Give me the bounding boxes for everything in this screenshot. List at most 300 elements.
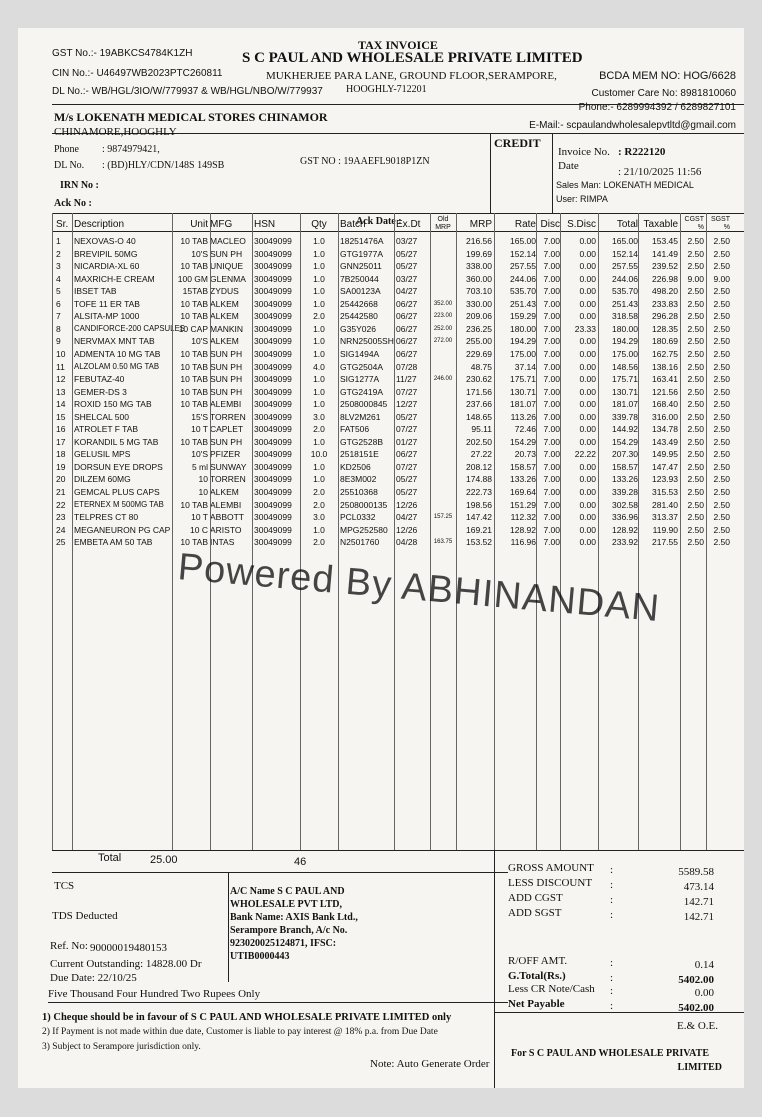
cell-disc: 7.00 — [543, 487, 560, 497]
cell-mfg: MACLEO — [210, 236, 246, 246]
cell-sgst: 2.50 — [713, 487, 730, 497]
cell-disc: 7.00 — [543, 323, 560, 334]
cell-sdisc: 0.00 — [579, 512, 596, 523]
cell-desc: DILZEM 60MG — [74, 474, 131, 485]
cell-qty: 1.0 — [313, 236, 325, 246]
cell-sgst: 2.50 — [713, 248, 730, 259]
cell-mrp: 148.65 — [466, 411, 492, 422]
cell-mfg: ALKEM — [210, 487, 239, 497]
cell-batch: SIG1494A — [340, 348, 380, 359]
cell-taxable: 143.49 — [652, 436, 678, 447]
column-header-s-disc: S.Disc — [567, 219, 596, 230]
customer-care: Customer Care No: 8981810060 — [591, 88, 736, 99]
summary-value: 142.71 — [683, 911, 714, 923]
cell-sgst: 2.50 — [713, 374, 730, 385]
cell-exp: 06/27 — [396, 311, 418, 322]
cell-unit: 10 T — [191, 424, 208, 435]
cell-taxable: 153.45 — [652, 236, 678, 246]
cell-qty: 1.0 — [313, 461, 325, 472]
cell-old: 252.00 — [433, 325, 453, 332]
cell-cgst: 2.50 — [687, 524, 704, 535]
cell-hsn: 30049099 — [254, 436, 292, 447]
cell-total: 535.70 — [612, 286, 638, 297]
cell-sr: 1 — [56, 236, 61, 246]
cell-exp: 05/27 — [396, 411, 418, 422]
cell-cgst: 2.50 — [687, 348, 704, 359]
cell-exp: 03/27 — [396, 273, 418, 284]
cell-cgst: 2.50 — [687, 499, 704, 510]
cell-exp: 04/27 — [396, 286, 418, 297]
cell-taxable: 180.69 — [652, 336, 678, 347]
cell-mfg: ALEMBI — [210, 499, 242, 510]
buyer-dl-label: DL No. — [54, 160, 85, 171]
cell-mfg: ALEMBI — [210, 399, 242, 410]
cell-exp: 06/27 — [396, 323, 418, 334]
cell-total: 158.57 — [612, 461, 638, 472]
cell-sdisc: 0.00 — [579, 424, 596, 435]
cell-qty: 1.0 — [313, 524, 325, 535]
column-header-ex-dt: Ex.Dt — [396, 219, 421, 230]
cell-sr: 25 — [56, 537, 66, 548]
cell-batch: 2508000845 — [340, 399, 388, 410]
cell-sr: 3 — [56, 261, 61, 272]
cell-sr: 11 — [56, 361, 65, 372]
cell-mrp: 198.56 — [466, 499, 492, 510]
summary-value: 0.14 — [694, 959, 714, 971]
summary-value: 142.71 — [683, 896, 714, 908]
cell-sr: 2 — [56, 248, 61, 259]
cell-total: 148.56 — [612, 361, 638, 372]
cell-qty: 1.0 — [313, 374, 325, 385]
cell-sdisc: 0.00 — [579, 286, 596, 297]
cell-hsn: 30049099 — [254, 499, 292, 510]
cell-mfg: SUNWAY — [210, 461, 247, 472]
cell-batch: FAT506 — [340, 424, 370, 435]
invoice-type: CREDIT — [494, 136, 541, 150]
cell-mrp: 216.56 — [466, 236, 492, 246]
cell-total: 302.58 — [612, 499, 638, 510]
cell-desc: TOFE 11 ER TAB — [74, 298, 140, 309]
cell-sr: 15 — [56, 411, 66, 422]
column-header-old-mrp: Old MRP — [435, 216, 451, 231]
cell-qty: 1.0 — [313, 436, 325, 447]
cell-mrp: 338.00 — [466, 261, 492, 272]
cell-sr: 14 — [56, 399, 66, 410]
column-header-hsn: HSN — [254, 219, 276, 230]
cell-unit: 10 TAB — [180, 436, 208, 447]
cell-qty: 1.0 — [313, 474, 325, 485]
cell-desc: GEMCAL PLUS CAPS — [74, 487, 160, 497]
note: Note: Auto Generate Order — [370, 1058, 490, 1070]
cell-hsn: 30049099 — [254, 449, 292, 460]
cell-qty: 1.0 — [313, 248, 325, 259]
column-header-total: Total — [616, 219, 638, 230]
cell-qty: 1.0 — [313, 348, 325, 359]
cell-batch: NRN25005SH — [340, 336, 394, 347]
cell-mrp: 95.11 — [471, 424, 492, 435]
cell-unit: 10 TAB — [180, 261, 208, 272]
summary-label: G.Total(Rs.) — [508, 970, 566, 982]
cell-exp: 07/27 — [396, 461, 418, 472]
cell-hsn: 30049099 — [254, 399, 292, 410]
column-header-sgst: SGST % — [710, 216, 730, 231]
cell-exp: 11/27 — [396, 374, 417, 385]
cell-total: 175.71 — [612, 374, 638, 385]
cell-desc: ATROLET F TAB — [74, 424, 139, 435]
cell-sr: 6 — [56, 298, 61, 309]
cell-disc: 7.00 — [543, 311, 560, 322]
summary-label: R/OFF AMT. — [508, 955, 568, 967]
cell-sgst: 2.50 — [713, 386, 730, 397]
cell-cgst: 2.50 — [687, 436, 704, 447]
cell-desc: KORANDIL 5 MG TAB — [74, 436, 159, 447]
summary-label: GROSS AMOUNT — [508, 862, 594, 874]
cell-taxable: 217.55 — [652, 537, 678, 548]
cell-sr: 8 — [56, 323, 61, 334]
sales-man: Sales Man: LOKENATH MEDICAL — [556, 180, 694, 190]
cell-taxable: 315.53 — [652, 487, 678, 497]
cell-qty: 1.0 — [313, 323, 325, 334]
buyer-name: M/s LOKENATH MEDICAL STORES CHINAMOR — [54, 110, 328, 124]
cell-mrp: 208.12 — [466, 461, 492, 472]
cell-total: 339.78 — [612, 411, 638, 422]
cell-sdisc: 0.00 — [579, 499, 596, 510]
cell-cgst: 2.50 — [687, 298, 704, 309]
summary-colon: : — [610, 864, 614, 876]
cell-unit: 10 TAB — [180, 386, 208, 397]
cell-mrp: 27.22 — [470, 449, 492, 460]
cell-total: 318.58 — [612, 311, 638, 322]
cell-desc: ADMENTA 10 MG TAB — [74, 348, 161, 359]
cell-sr: 17 — [56, 436, 66, 447]
cell-desc: TELPRES CT 80 — [74, 512, 139, 523]
cell-total: 339.28 — [612, 487, 638, 497]
cell-mfg: UNIQUE — [210, 261, 244, 272]
cell-sdisc: 0.00 — [579, 273, 596, 284]
summary-value: 5402.00 — [678, 974, 714, 986]
bank-line: Serampore Branch, A/c No. — [230, 925, 348, 936]
cell-exp: 05/27 — [396, 248, 418, 259]
cell-unit: 10 TAB — [180, 537, 208, 548]
cell-total: 154.29 — [612, 436, 638, 447]
cell-rate: 251.43 — [510, 298, 536, 309]
cell-desc: DORSUN EYE DROPS — [74, 461, 163, 472]
cell-batch: GTG2419A — [340, 386, 383, 397]
cell-disc: 7.00 — [543, 236, 560, 246]
cell-hsn: 30049099 — [254, 474, 292, 485]
cell-hsn: 30049099 — [254, 386, 292, 397]
total-label: Total — [98, 852, 122, 864]
cell-taxable: 226.98 — [652, 273, 678, 284]
cell-unit: 15TAB — [182, 286, 208, 297]
cell-sdisc: 0.00 — [579, 374, 596, 385]
cell-sdisc: 0.00 — [579, 386, 596, 397]
cell-mfg: TORREN — [210, 474, 246, 485]
cell-mrp: 229.69 — [466, 348, 492, 359]
invoice-paper — [18, 28, 744, 1088]
cell-sr: 19 — [56, 461, 66, 472]
cell-old: 223.00 — [433, 313, 453, 320]
cell-taxable: 149.95 — [652, 449, 678, 460]
cell-mrp: 230.62 — [466, 374, 492, 385]
cell-mrp: 330.00 — [466, 298, 492, 309]
cell-cgst: 9.00 — [687, 273, 704, 284]
cell-sdisc: 0.00 — [579, 336, 596, 347]
cell-disc: 7.00 — [543, 436, 560, 447]
cell-sgst: 2.50 — [713, 336, 730, 347]
amount-in-words: Five Thousand Four Hundred Two Rupees Only — [48, 988, 261, 1000]
cell-desc: GELUSIL MPS — [74, 449, 131, 460]
cell-sdisc: 0.00 — [579, 436, 596, 447]
cell-unit: 10 T — [191, 512, 208, 523]
cell-rate: 152.14 — [510, 248, 536, 259]
cell-qty: 1.0 — [313, 286, 325, 297]
cell-total: 194.29 — [612, 336, 638, 347]
cell-cgst: 2.50 — [687, 361, 704, 372]
cell-mrp: 236.25 — [466, 323, 492, 334]
cell-qty: 10.0 — [310, 449, 328, 460]
cell-cgst: 2.50 — [687, 474, 704, 485]
cell-hsn: 30049099 — [254, 236, 292, 246]
tcs-label: TCS — [54, 880, 75, 892]
cell-mrp: 703.10 — [466, 286, 492, 297]
cell-rate: 130.71 — [510, 386, 536, 397]
cell-taxable: 316.00 — [652, 411, 678, 422]
cell-sgst: 2.50 — [713, 298, 730, 309]
column-header-unit: Unit — [190, 219, 208, 230]
cell-unit: 10 TAB — [180, 348, 208, 359]
cell-sgst: 2.50 — [713, 323, 730, 334]
cell-batch: 25442668 — [340, 298, 378, 309]
cell-hsn: 30049099 — [254, 524, 292, 535]
term-line: 2) If Payment is not made within due date, Customer is liable to pay interest @ 18% p.a. from Due Date — [42, 1027, 438, 1037]
cell-sgst: 2.50 — [713, 524, 730, 535]
column-header-mrp: MRP — [469, 219, 492, 230]
cell-batch: 8LV2M261 — [340, 411, 381, 422]
cell-desc: ALSITA-MP 1000 — [74, 311, 140, 322]
cell-batch: GTG2528B — [340, 436, 383, 447]
cell-total: 233.92 — [612, 537, 638, 548]
tds-label: TDS Deducted — [52, 910, 118, 922]
cell-batch: N2501760 — [340, 537, 380, 548]
cell-desc: EMBETA AM 50 TAB — [74, 537, 153, 548]
cell-unit: 5 ml — [191, 461, 208, 472]
cell-rate: 244.06 — [510, 273, 536, 284]
cell-disc: 7.00 — [543, 449, 560, 460]
cell-qty: 4.0 — [313, 361, 325, 372]
company-address-2: HOOGHLY-712201 — [346, 84, 427, 95]
cell-sr: 7 — [56, 311, 61, 322]
watermark-text: Powered By ABHINANDAN — [176, 546, 662, 631]
cell-disc: 7.00 — [543, 399, 560, 410]
cell-cgst: 2.50 — [687, 512, 704, 523]
cell-taxable: 134.78 — [652, 424, 678, 435]
summary-label: Net Payable — [508, 998, 565, 1010]
cell-rate: 535.70 — [510, 286, 536, 297]
cell-sdisc: 0.00 — [579, 411, 596, 422]
cell-rate: 112.32 — [510, 512, 536, 523]
cell-sr: 16 — [56, 424, 66, 435]
column-header-cgst: CGST % — [684, 216, 704, 231]
cell-rate: 180.00 — [510, 323, 536, 334]
cell-mfg: SUN PH — [210, 248, 243, 259]
cell-mrp: 237.66 — [466, 399, 492, 410]
cell-exp: 12/27 — [396, 399, 418, 410]
cell-total: 128.92 — [612, 524, 638, 535]
summary-colon: : — [610, 894, 614, 906]
phone-numbers: Phone:- 6289994392 / 6289827101 — [578, 102, 736, 113]
cell-rate: 37.14 — [514, 361, 536, 372]
cell-mfg: ARISTO — [210, 524, 242, 535]
cell-batch: SIG1277A — [340, 374, 380, 385]
bank-line: A/C Name S C PAUL AND — [230, 886, 345, 897]
cell-desc: GEMER-DS 3 — [74, 386, 127, 397]
cell-exp: 01/27 — [396, 436, 418, 447]
cell-mfg: ALKEM — [210, 311, 239, 322]
cell-taxable: 128.35 — [652, 323, 678, 334]
cell-total: 180.00 — [612, 323, 638, 334]
cell-batch: 2508000135 — [340, 499, 388, 510]
buyer-phone-label: Phone — [54, 144, 79, 155]
cell-sdisc: 23.33 — [574, 323, 596, 334]
cell-total: 244.06 — [612, 273, 638, 284]
cell-sgst: 2.50 — [713, 449, 730, 460]
cell-rate: 165.00 — [510, 236, 536, 246]
column-header-sr: Sr. — [56, 219, 69, 230]
cell-hsn: 30049099 — [254, 261, 292, 272]
cell-sgst: 2.50 — [713, 411, 730, 422]
cin-number: CIN No.:- U46497WB2023PTC260811 — [52, 68, 223, 79]
cell-unit: 10 TAB — [180, 311, 208, 322]
summary-colon: : — [610, 879, 614, 891]
cell-hsn: 30049099 — [254, 248, 292, 259]
user-name: User: RIMPA — [556, 194, 608, 204]
cell-sgst: 2.50 — [713, 348, 730, 359]
cell-cgst: 2.50 — [687, 399, 704, 410]
cell-disc: 7.00 — [543, 286, 560, 297]
cell-mrp: 255.00 — [466, 336, 492, 347]
cell-sr: 24 — [56, 524, 66, 535]
cell-total: 133.26 — [612, 474, 638, 485]
bank-line: 923020025124871, IFSC: — [230, 938, 337, 949]
cell-taxable: 123.93 — [652, 474, 678, 485]
cell-disc: 7.00 — [543, 336, 560, 347]
cell-qty: 2.0 — [313, 537, 325, 548]
cell-desc: ALZOLAM 0.50 MG TAB — [74, 361, 160, 371]
cell-cgst: 2.50 — [687, 461, 704, 472]
cell-hsn: 30049099 — [254, 411, 292, 422]
cell-disc: 7.00 — [543, 298, 560, 309]
summary-colon: : — [610, 972, 614, 984]
cell-qty: 1.0 — [313, 261, 325, 272]
cell-sdisc: 0.00 — [579, 524, 596, 535]
summary-colon: : — [610, 1000, 614, 1012]
cell-hsn: 30049099 — [254, 311, 292, 322]
cell-desc: IBSET TAB — [74, 286, 117, 297]
cell-taxable: 119.90 — [652, 524, 678, 535]
ack-label: Ack No : — [54, 198, 92, 209]
cell-hsn: 30049099 — [254, 336, 292, 347]
invoice-date: : 21/10/2025 11:56 — [618, 166, 702, 178]
invoice-date-label: Date — [558, 160, 579, 172]
cell-desc: NICARDIA-XL 60 — [74, 261, 140, 272]
cell-sdisc: 0.00 — [579, 311, 596, 322]
cell-desc: NEXOVAS-O 40 — [74, 236, 136, 246]
cell-unit: 10 TAB — [180, 298, 208, 309]
cell-sr: 5 — [56, 286, 61, 297]
cell-sdisc: 0.00 — [579, 399, 596, 410]
cell-unit: 10 — [198, 474, 208, 485]
cell-exp: 06/27 — [396, 298, 418, 309]
cell-batch: GTG2504A — [340, 361, 383, 372]
cell-hsn: 30049099 — [254, 374, 292, 385]
cell-mfg: ABBOTT — [210, 512, 245, 523]
cell-taxable: 147.47 — [652, 461, 678, 472]
cell-sdisc: 0.00 — [579, 537, 596, 548]
cell-rate: 257.55 — [510, 261, 536, 272]
cell-qty: 3.0 — [313, 411, 325, 422]
cell-sdisc: 0.00 — [579, 461, 596, 472]
cell-rate: 72.46 — [514, 424, 536, 435]
cell-unit: 10 CAP — [178, 323, 208, 334]
signature-line-2: LIMITED — [677, 1062, 722, 1073]
cell-total: 181.07 — [612, 399, 638, 410]
cell-rate: 151.29 — [510, 499, 536, 510]
cell-rate: 175.00 — [510, 348, 536, 359]
gst-number: GST No.:- 19ABKCS4784K1ZH — [52, 48, 193, 59]
cell-total: 130.71 — [612, 386, 638, 397]
cell-mrp: 360.00 — [466, 273, 492, 284]
cell-qty: 2.0 — [313, 499, 325, 510]
total-items: 25.00 — [150, 854, 178, 866]
term-line: 1) Cheque should be in favour of S C PAUL AND WHOLESALE PRIVATE LIMITED only — [42, 1012, 452, 1023]
cell-disc: 7.00 — [543, 499, 560, 510]
cell-unit: 10 TAB — [180, 499, 208, 510]
cell-mfg: SUN PH — [210, 361, 243, 372]
cell-hsn: 30049099 — [254, 323, 292, 334]
cell-cgst: 2.50 — [687, 286, 704, 297]
cell-exp: 06/27 — [396, 348, 418, 359]
cell-sgst: 2.50 — [713, 537, 730, 548]
cell-batch: 18251476A — [340, 236, 384, 246]
cell-mfg: INTAS — [210, 537, 235, 548]
cell-rate: 133.26 — [510, 474, 536, 485]
cell-exp: 12/26 — [396, 524, 418, 535]
cell-taxable: 138.16 — [652, 361, 678, 372]
cell-mrp: 153.52 — [466, 537, 492, 548]
total-qty: 46 — [294, 856, 307, 868]
cell-total: 152.14 — [612, 248, 638, 259]
cell-batch: G35Y026 — [340, 323, 376, 334]
cell-sgst: 2.50 — [713, 399, 730, 410]
cell-sdisc: 0.00 — [579, 298, 596, 309]
cell-total: 336.96 — [612, 512, 638, 523]
cell-taxable: 168.40 — [652, 399, 678, 410]
cell-sgst: 2.50 — [713, 361, 730, 372]
cell-disc: 7.00 — [543, 273, 560, 284]
cell-disc: 7.00 — [543, 361, 560, 372]
buyer-phone: : 9874979421, — [102, 144, 160, 155]
invoice-title: TAX INVOICE — [358, 38, 438, 52]
cell-mrp: 169.21 — [466, 524, 492, 535]
cell-rate: 116.96 — [510, 537, 536, 548]
cell-cgst: 2.50 — [687, 537, 704, 548]
cell-desc: FEBUTAZ-40 — [74, 374, 125, 385]
current-outstanding: Current Outstanding: 14828.00 Dr — [50, 958, 202, 970]
cell-cgst: 2.50 — [687, 386, 704, 397]
company-address-1: MUKHERJEE PARA LANE, GROUND FLOOR,SERAMPORE, — [266, 70, 557, 82]
cell-batch: 2518151E — [340, 449, 379, 460]
